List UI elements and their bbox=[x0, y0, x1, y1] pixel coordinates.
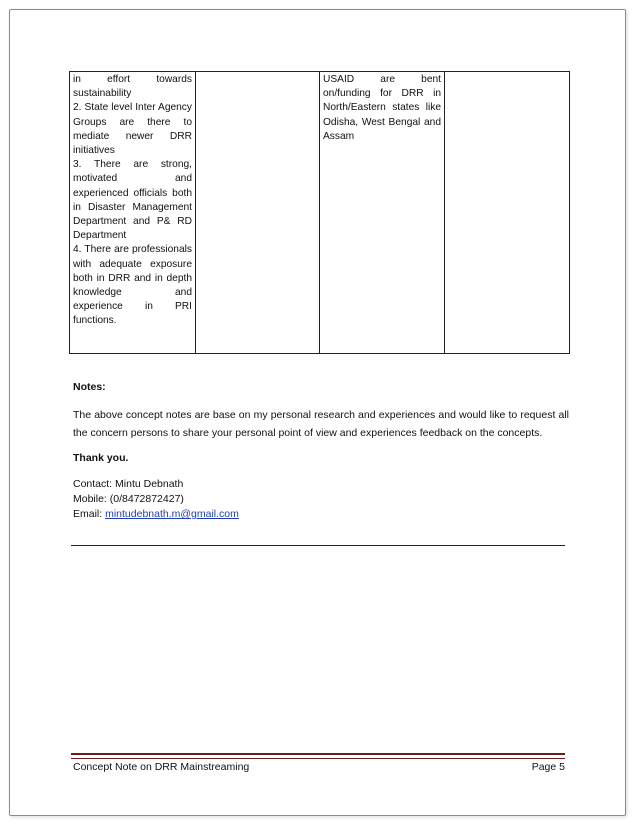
notes-heading: Notes: bbox=[73, 381, 106, 393]
table-row bbox=[70, 72, 570, 354]
email-link[interactable]: mintudebnath.m@gmail.com bbox=[105, 508, 239, 520]
analysis-table bbox=[69, 71, 570, 354]
footer-title: Concept Note on DRR Mainstreaming bbox=[73, 761, 250, 773]
notes-body: The above concept notes are base on my personal research and experiences and would like to request all the concern persons to share your personal point of view and experiences feedback on the concepts. bbox=[73, 409, 569, 439]
contact-name: Contact: Mintu Debnath bbox=[73, 478, 184, 490]
table-cell bbox=[196, 72, 320, 354]
table-cell bbox=[445, 72, 570, 354]
contact-email-line bbox=[73, 507, 239, 522]
cell-text: USAID are bent on/funding for DRR in North/Eastern states like Odisha, West Bengal and Assam bbox=[323, 74, 441, 142]
page-number: Page 5 bbox=[531, 761, 565, 773]
contact-mobile: Mobile: (0/8472872427) bbox=[73, 493, 184, 505]
table-cell bbox=[70, 72, 196, 354]
table-cell bbox=[320, 72, 445, 354]
email-label: Email: bbox=[73, 508, 106, 520]
thank-you-text: Thank you. bbox=[73, 452, 129, 464]
cell-text: in effort towards sustainability 2. State level Inter Agency Groups are there to mediate newer DRR initiatives 3. There are strong, motivated and experienced officials both in Disaster Management Department and P& RD Department 4. There are professionals with adequate exposure both in DRR and in depth knowledge and experience in PRI functions. bbox=[73, 74, 192, 327]
contact-block bbox=[73, 477, 239, 522]
footer-rule bbox=[71, 753, 565, 759]
divider-line bbox=[71, 545, 565, 546]
